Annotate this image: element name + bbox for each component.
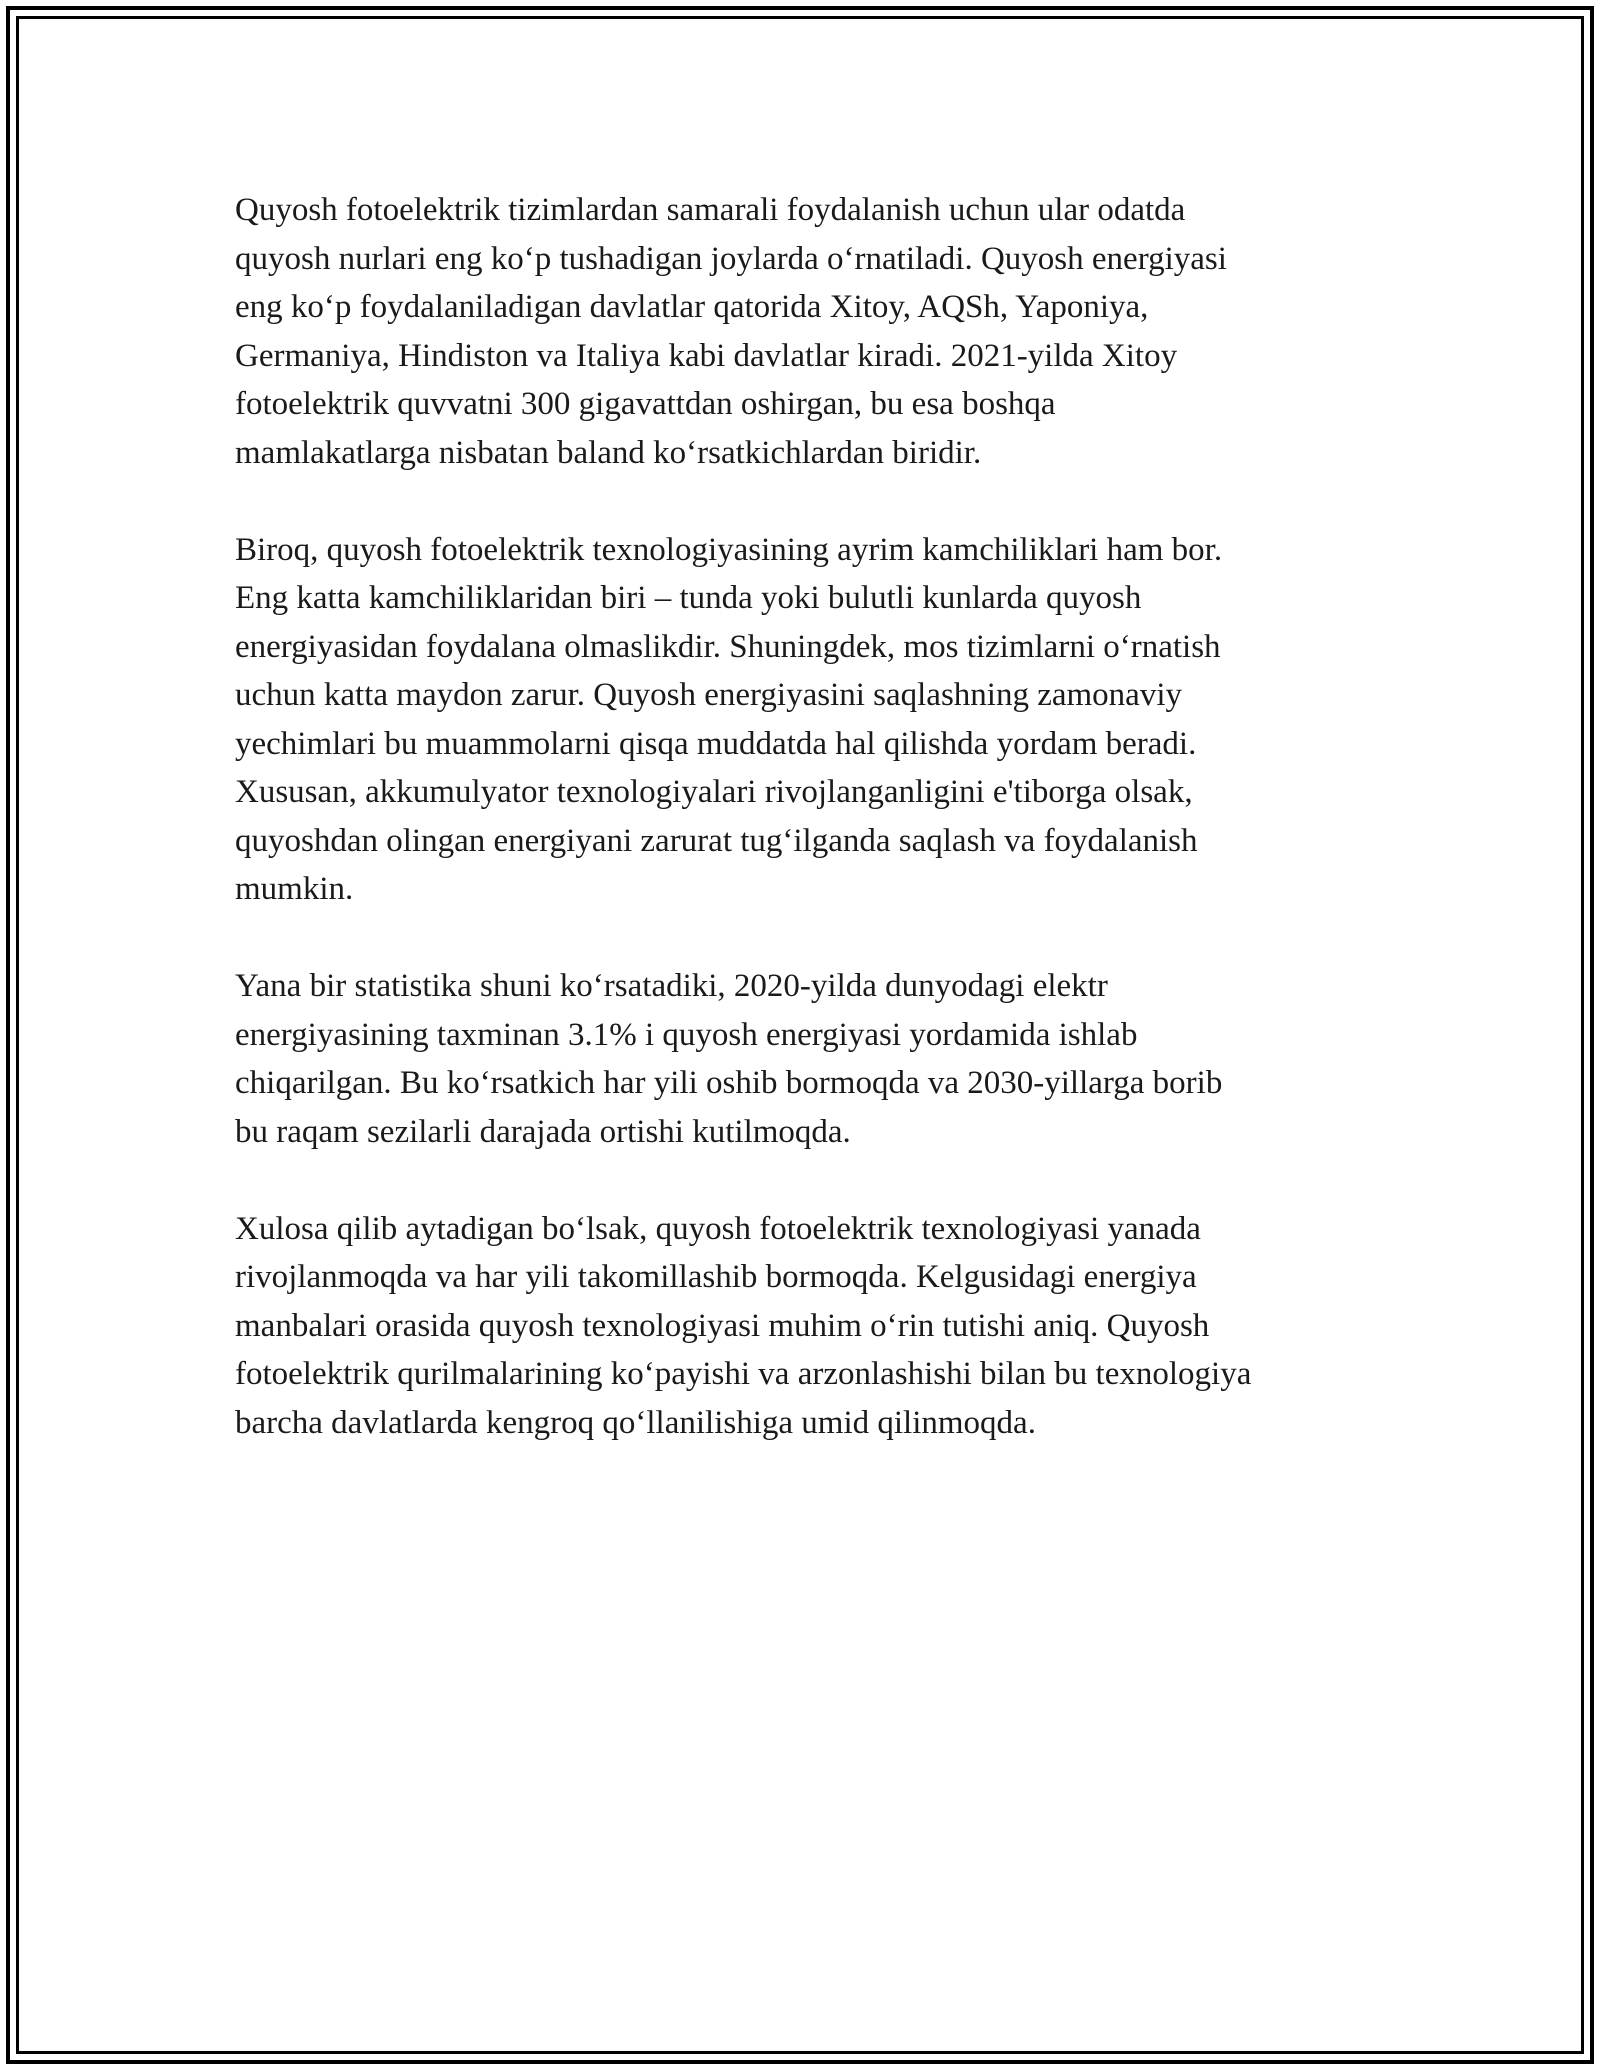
paragraph-solar-usage: Quyosh fotoelektrik tizimlardan samarali foydalanish uchun ular odatda quyosh nurlari eng ko‘p tushadigan joylarda o‘rnatiladi. Quyosh energiyasi eng ko‘p foydalaniladigan davlatlar qatorida Xitoy, AQSh, Yaponiya, Germaniya, Hindiston va Italiya kabi davlatlar kiradi. 2021-yilda Xitoy fotoelektrik quvvatni 300 gigavattdan oshirgan, bu esa boshqa mamlakatlarga nisbatan baland ko‘rsatkichlardan biridir. — [235, 192, 1227, 471]
paragraph-conclusion: Xulosa qilib aytadigan bo‘lsak, quyosh fotoelektrik texnologiyasi yanada rivojlanmoqda va har yili takomillashib bormoqda. Kelgusidagi energiya manbalari orasida quyosh texnologiyasi muhim o‘rin tutishi aniq. Quyosh fotoelektrik qurilmalarining ko‘payishi va arzonlashishi bilan bu texnologiya barcha davlatlarda kengroq qo‘llanilishiga umid qilinmoqda. — [235, 1210, 1252, 1441]
paragraph-statistics: Yana bir statistika shuni ko‘rsatadiki, 2020-yilda dunyodagi elektr energiyasining taxminan 3.1% i quyosh energiyasi yordamida ishlab chiqarilgan. Bu ko‘rsatkich har yili oshib bormoqda va 2030-yillarga borib bu raqam sezilarli darajada ortishi kutilmoqda. — [235, 968, 1223, 1150]
paragraph-drawbacks: Biroq, quyosh fotoelektrik texnologiyasining ayrim kamchiliklari ham bor. Eng katta kamchiliklaridan biri – tunda yoki bulutli kunlarda quyosh energiyasidan foydalana olmaslikdir. Shuningdek, mos tizimlarni o‘rnatish uchun katta maydon zarur. Quyosh energiyasini saqlashning zamonaviy yechimlari bu muammolarni qisqa muddatda hal qilishda yordam beradi. Xususan, akkumulyator texnologiyalari rivojlanganligini e'tiborga olsak, quyoshdan olingan energiyani zarurat tug‘ilganda saqlash va foydalanish mumkin. — [235, 531, 1223, 907]
document-body — [235, 186, 1385, 1496]
